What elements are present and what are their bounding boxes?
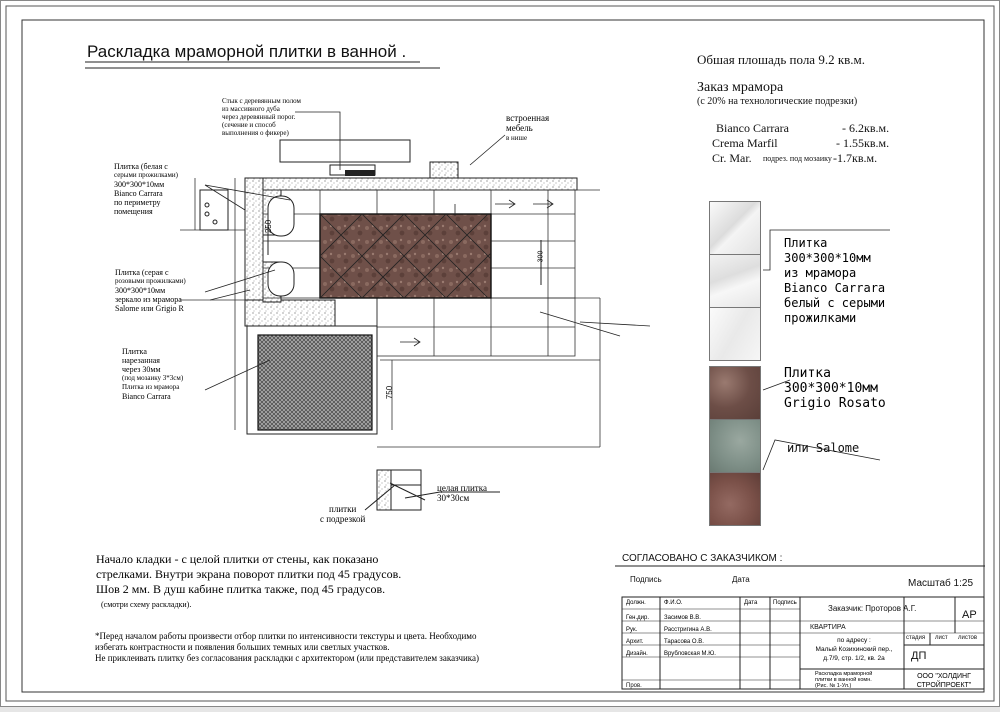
swatch-salome: [709, 419, 761, 473]
callout-tile-cut: Плитка нарезанная через 30мм (под мозаику 3*3см) Плитка из мрамора Bianco Carrara: [122, 347, 184, 401]
notes: Начало кладки - с целой плитки от стены, как показано стрелками. Внутри экрана поворот плитки под 45 градусов. Шов 2 мм. В душ кабине плитка также, под 45 градусов. (смотри схему раскладки).: [96, 552, 402, 609]
dim-750: 750: [385, 385, 395, 400]
stamp-stage: ДП: [911, 650, 927, 662]
stamp-address: по адресу : Малый Козихинский пер., д.7/9, стр. 1/2, кв. 2а: [815, 637, 893, 662]
swatch-bianco-1: [709, 201, 761, 255]
stamp-company: ООО "ХОЛДИНГ СТРОЙПРОЕКТ": [916, 673, 972, 689]
stamp-sheets-header: листов: [958, 635, 978, 641]
dim-300: 300: [537, 250, 545, 263]
callout-tile-white: Плитка (белая с серыми прожилками) 300*300*10мм Bianco Carrara по периметру помещения: [114, 162, 178, 216]
stamp-code: АР: [962, 609, 977, 621]
footnote: *Перед началом работы произвести отбор плитки по интенсивности текстуры и цвета. Необходимо избегать контрастности и появления больших темных или светлых участков. Не приклеивать плитку без согласования раскладки с архитектором (или представителем заказчика): [95, 631, 480, 663]
page-title: Раскладка мраморной плитки в ванной .: [87, 42, 407, 61]
swatch-rosato-1: [709, 366, 761, 420]
detail-label-whole: целая плитка 30*30см: [437, 483, 487, 503]
approval-heading: СОГЛАСОВАНО С ЗАКАЗЧИКОМ :: [622, 553, 783, 564]
floor-area: Обшая плошадь пола 9.2 кв.м.: [697, 52, 866, 67]
order-value-3: -1.7кв.м.: [833, 151, 878, 165]
order-name-2: Crema Marfil: [712, 136, 778, 150]
dim-250: 250: [264, 219, 274, 234]
swatch-bianco-3: [709, 307, 761, 361]
stamp-role-check: Пров.: [626, 683, 642, 689]
approval-date: Дата: [732, 575, 750, 584]
detail-label-cut: плитки с подрезкой: [320, 504, 366, 524]
swatch-bianco-2: [709, 254, 761, 308]
order-value-2: - 1.55кв.м.: [836, 136, 890, 150]
order-heading: Заказ мрамора: [697, 80, 784, 95]
order-name-3: Cr. Mar.: [712, 151, 752, 165]
stamp-object: КВАРТИРА: [810, 624, 846, 631]
swatch-rosato-2: [709, 472, 761, 526]
stamp-stage-header: стадия: [906, 635, 926, 641]
stamp-roles: Ген.дир. Рук. Архит. Дизайн.: [626, 615, 650, 657]
order-name-1: Bianco Carrara: [716, 121, 789, 135]
stamp-drawing: Раскладка мраморной плитки в ванной комн. (Рис. № 1-Ул.): [815, 671, 873, 689]
stamp-names: Засимов В.В. Расстригина А.В. Тарасова О.В. Врубловская М.Ю.: [664, 615, 716, 657]
legend-white: Плитка 300*300*10мм из мрамора Bianco Carrara белый с серыми прожилками: [784, 236, 886, 325]
approval-sign: Подпись: [630, 575, 662, 584]
stamp-sheet-header: лист: [935, 635, 948, 641]
callout-furniture: встроенная мебель в нише: [506, 113, 550, 142]
order-value-1: - 6.2кв.м.: [842, 121, 890, 135]
stamp-client: Заказчик: Проторов А.Г.: [828, 604, 917, 613]
order-extra-3: подрез. под мозаику: [763, 154, 832, 163]
callout-threshold: Стык с деревянным полом из массивного дуба через деревянный порог. (сечение и способ выполнения о фикере): [222, 97, 301, 137]
legend-salome: или Salome: [787, 441, 860, 455]
order-note: (с 20% на технологические подрезки): [697, 96, 858, 107]
drawing-sheet: Раскладка мраморной плитки в ванной . Обшая плошадь пола 9.2 кв.м. Заказ мрамора (с 20% на технологические подрезки) Bianco Carrara - 6.2кв.м. Crema Marfil - 1.55кв.м. Cr. Mar. подрез. под мозаику -1.7кв.м. Стык с деревянным полом из массивного дуба через деревянный порог. (сечение и способ выполнения о фикере) встроенная мебель в нише Плитка (белая с серыми прожилками) 300*300*10мм Bianco Carrara по периметру помещения Плитка (серая с розовыми прожилками) 300*300*10мм зеркало из мрамора Salome или Grigio R Плитка нарезанная через 30мм (под мозаику 3*3см) Плитка из мрамора Bianco Carrara 250 300 750 плитки с подрезкой целая плитка 30*30см Плитка 300*300*10мм из мрамора Bianco Carrara белый с серыми прожилками Плитка 300*300*10мм Grigio Rosato или Salome Начало кладки - с целой плитки от стены, как показано стрелками. Внутри экрана поворот плитки под 45 градусов. Шов 2 мм. В душ кабине плитка также, под 45 градусов. (смотри схему раскладки). *Перед началом работы произвести отбор плитки по интенсивности текстуры и цвета. Необходимо избегать контрастности и появления больших темных или светлых участков. Не приклеивать плитку без согласования раскладки с архитектором (или представителем заказчика) СОГЛАСОВАНО С ЗАКАЗЧИКОМ : Подпись Дата Масштаб 1:25 Должн. Ф.И.О. Дата Подпись Ген.дир. Рук. Архит. Дизайн. Пров. Засимов В.В. Расстригина А.В. Тарасова О.В. Врубловская М.Ю. Заказчик: Проторов А.Г. АР КВАРТИРА по адресу : Малый Козихинский пер., д.7/9, стр. 1/2, кв. 2а стадия лист листов ДП Раскладка мраморной плитки в ванной комн. (Рис. № 1-Ул.) ООО "ХОЛДИНГ СТРОЙПРОЕКТ": [0, 0, 1000, 707]
scale-label: Масштаб 1:25: [908, 578, 974, 589]
callout-tile-grey: Плитка (серая с розовыми прожилками) 300*300*10мм зеркало из мрамора Salome или Grigio R: [115, 268, 186, 313]
legend-rosato: Плитка 300*300*10мм Grigio Rosato: [784, 366, 886, 411]
